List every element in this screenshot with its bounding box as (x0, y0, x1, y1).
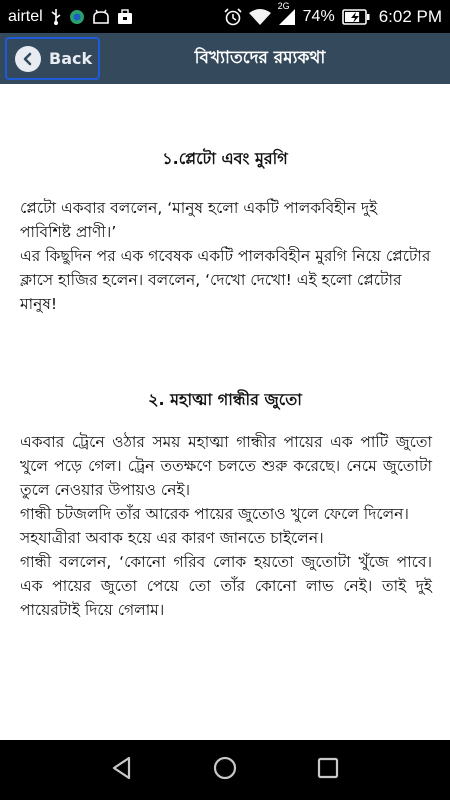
home-circle-icon (213, 756, 237, 784)
story-paragraph: সহযাত্রীরা অবাক হয়ে এর কারণ জানতে চাইলেন। (20, 529, 324, 547)
app-notification-icon (69, 9, 85, 25)
alarm-icon (224, 8, 242, 26)
story-paragraph: একবার ট্রেনে ওঠার সময় মহাত্মা গান্ধীর পায়ের এক পাটি জুতো খুলে পড়ে গেল। ট্রেন ততক্ষণে চলতে শুরু করেছে। নেমে জুতোটা তুলে নেওয়ার উপায়ও নেই। (20, 433, 432, 499)
signal-icon (277, 0, 296, 26)
nav-recents-button[interactable] (303, 745, 353, 795)
story-heading: ১.প্লেটো এবং মুরগি (162, 149, 288, 168)
carrier-label: airtel (8, 7, 43, 25)
status-time: 6:02 PM (378, 6, 442, 26)
story-body (20, 196, 432, 316)
story-paragraph: গান্ধী চটজলদি তাঁর আরেক পায়ের জুতোও খুলে ফেলে দিলেন। (20, 505, 409, 523)
story-body (20, 430, 432, 622)
nav-home-button[interactable] (200, 745, 250, 795)
recents-square-icon (317, 757, 339, 783)
back-label: Back (49, 49, 93, 68)
battery-charging-icon (342, 9, 370, 25)
app-bar (0, 33, 450, 84)
back-button[interactable] (5, 37, 100, 80)
back-triangle-icon (111, 756, 133, 784)
navigation-bar (0, 740, 450, 800)
android-debug-icon (92, 9, 110, 25)
status-bar (0, 0, 450, 33)
briefcase-icon (117, 9, 133, 25)
network-type-label: 2G (277, 0, 290, 11)
chevron-left-icon (15, 46, 41, 72)
story-heading: ২. মহাত্মা গান্ধীর জুতো (148, 390, 302, 409)
story-paragraph: এর কিছুদিন পর এক গবেষক একটি পালকবিহীন মুরগি নিয়ে প্লেটোর ক্লাসে হাজির হলেন। বললেন, ‘দেখো দেখো! এই হলো প্লেটোর মানুষ! (20, 247, 431, 313)
story-paragraph: গান্ধী বললেন, ‘কোনো গরিব লোক হয়তো জুতোটা খুঁজে পাবে। এক পায়ের জুতো পেয়ে তো তাঁর কোনো লাভ নেই। তাই দুই পায়েরটাই দিয়ে গেলাম। (20, 553, 432, 619)
usb-icon (50, 9, 62, 25)
nav-back-button[interactable] (97, 745, 147, 795)
story-paragraph: প্লেটো একবার বললেন, ‘মানুষ হলো একটি পালকবিহীন দুই পাবিশিষ্ট প্রাণী।’ (20, 199, 378, 241)
battery-percent: 74% (302, 7, 335, 25)
status-right (224, 0, 442, 27)
wifi-icon (249, 8, 271, 26)
story-content[interactable] (0, 84, 450, 740)
status-left (8, 8, 224, 26)
app-title: বিখ্যাতদের রম্যকথা (194, 47, 326, 68)
